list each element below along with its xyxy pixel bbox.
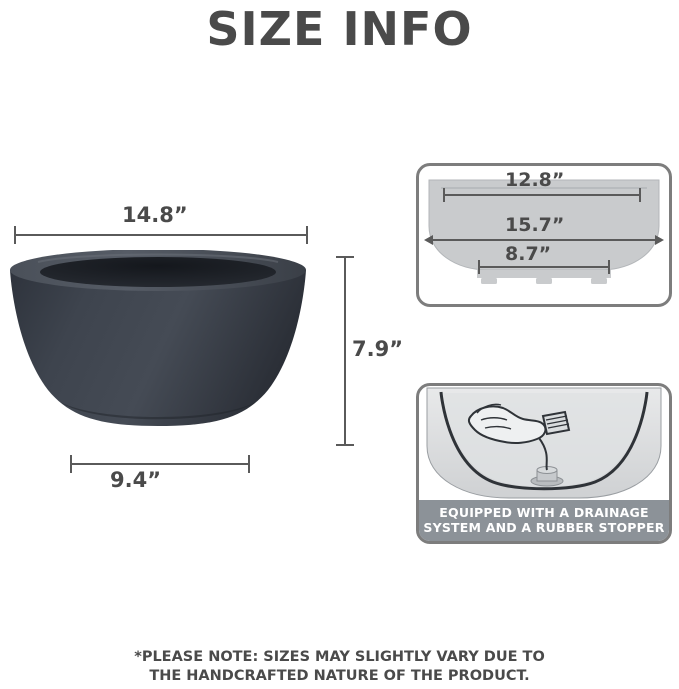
outer-width-arrow-left — [424, 235, 433, 245]
inner-width-tick-left — [443, 188, 445, 202]
bottom-width-tick-left — [478, 260, 480, 274]
height-tick-top — [336, 256, 354, 258]
drainage-caption-line2: SYSTEM AND A RUBBER STOPPER — [423, 520, 665, 535]
outer-width-dimension-line — [432, 239, 656, 241]
width-tick-left — [14, 226, 16, 244]
page-title: SIZE INFO — [206, 2, 473, 56]
drainage-caption-line1: EQUIPPED WITH A DRAINAGE — [439, 505, 649, 520]
rubber-stopper-icon — [543, 412, 569, 434]
height-label: 7.9” — [352, 337, 404, 361]
base-dimension-line — [70, 463, 250, 465]
bottom-width-dimension-line — [478, 266, 610, 268]
height-tick-bottom — [336, 444, 354, 446]
inner-width-tick-right — [639, 188, 641, 202]
drainage-panel — [416, 383, 672, 544]
height-dimension-line — [344, 256, 346, 446]
bottom-width-label: 8.7” — [505, 243, 552, 265]
width-label: 14.8” — [122, 203, 188, 227]
width-dimension-line — [14, 234, 308, 236]
base-label: 9.4” — [110, 468, 162, 492]
base-tick-right — [248, 455, 250, 473]
cross-section-panel — [416, 163, 672, 307]
base-tick-left — [70, 455, 72, 473]
footnote-line1: *PLEASE NOTE: SIZES MAY SLIGHTLY VARY DUE TO — [134, 649, 545, 665]
inner-width-label: 12.8” — [505, 169, 565, 191]
inner-width-dimension-line — [443, 194, 641, 196]
drainage-caption — [419, 500, 669, 541]
footnote — [0, 648, 679, 686]
bottom-width-tick-right — [608, 260, 610, 274]
planter-illustration — [8, 250, 308, 440]
outer-width-arrow-right — [655, 235, 664, 245]
footnote-line2: THE HANDCRAFTED NATURE OF THE PRODUCT. — [149, 668, 530, 684]
width-tick-right — [306, 226, 308, 244]
outer-width-label: 15.7” — [505, 214, 565, 236]
